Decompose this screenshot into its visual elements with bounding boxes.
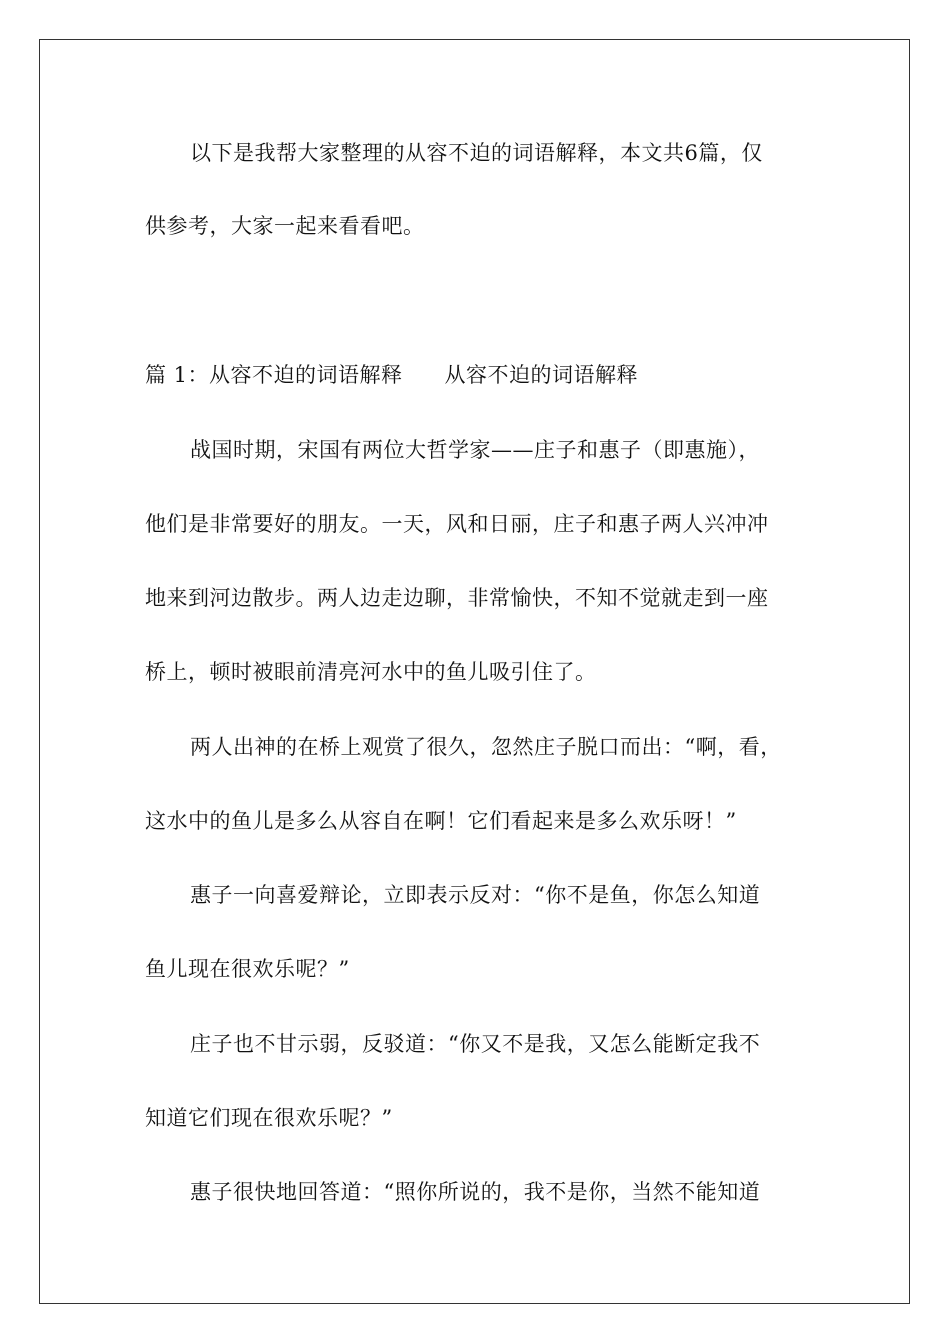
paragraph-line: 桥上，顿时被眼前清亮河水中的鱼儿吸引住了。 bbox=[145, 660, 597, 684]
section-heading bbox=[145, 362, 638, 388]
intro-line-1: 以下是我帮大家整理的从容不迫的词语解释，本文共6篇，仅 bbox=[190, 141, 763, 165]
paragraph-line: 战国时期，宋国有两位大哲学家——庄子和惠子（即惠施）， bbox=[190, 438, 760, 462]
paragraph-line: 这水中的鱼儿是多么从容自在啊！它们看起来是多么欢乐呀！” bbox=[145, 809, 737, 833]
paragraph-line: 庄子也不甘示弱，反驳道：“你又不是我，又怎么能断定我不 bbox=[190, 1032, 761, 1056]
paragraph-line: 知道它们现在很欢乐呢？” bbox=[145, 1106, 393, 1130]
section-heading-title: 从容不迫的词语解释 bbox=[444, 363, 639, 387]
paragraph-line: 鱼儿现在很欢乐呢？” bbox=[145, 957, 350, 981]
paragraph-line: 他们是非常要好的朋友。一天，风和日丽，庄子和惠子两人兴冲冲 bbox=[145, 512, 769, 536]
paragraph-line: 惠子一向喜爱辩论，立即表示反对：“你不是鱼，你怎么知道 bbox=[190, 883, 761, 907]
paragraph-line: 地来到河边散步。两人边走边聊，非常愉快，不知不觉就走到一座 bbox=[145, 586, 769, 610]
paragraph-line: 两人出神的在桥上观赏了很久，忽然庄子脱口而出：“啊，看， bbox=[190, 735, 782, 759]
section-heading-prefix: 篇 1：从容不迫的词语解释 bbox=[145, 363, 403, 387]
paragraph-line: 惠子很快地回答道：“照你所说的，我不是你，当然不能知道 bbox=[190, 1180, 761, 1204]
intro-line-2: 供参考，大家一起来看看吧。 bbox=[145, 214, 425, 238]
